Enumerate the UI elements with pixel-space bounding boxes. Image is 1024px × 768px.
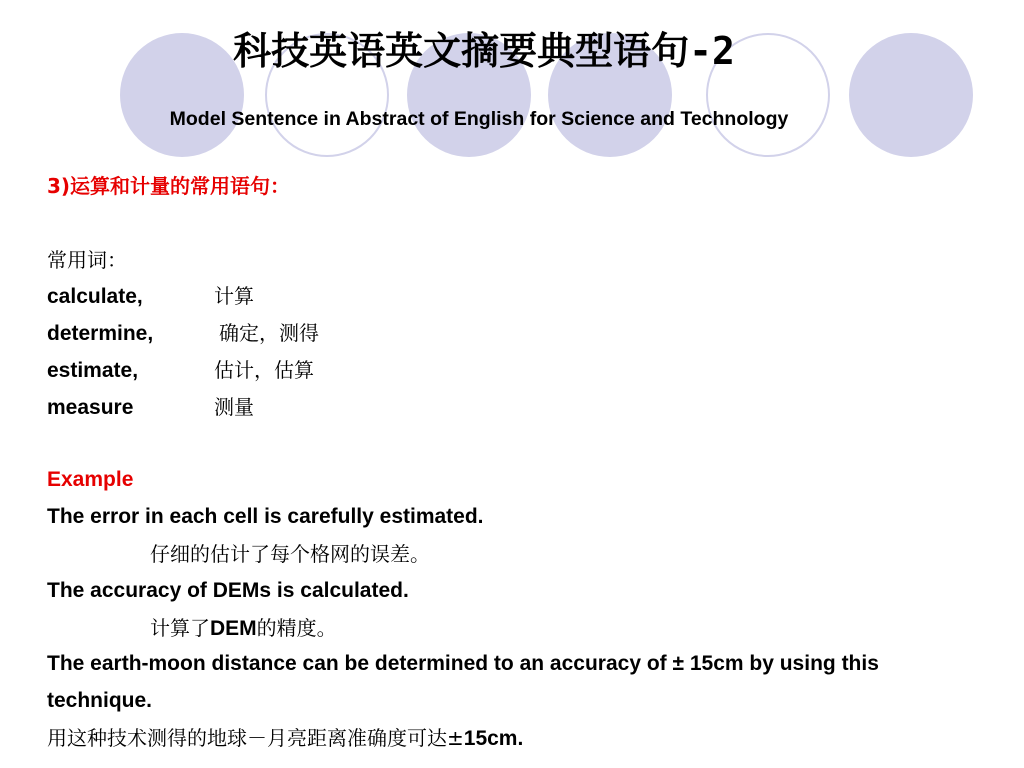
example-chinese xyxy=(47,720,987,757)
slide-body xyxy=(47,168,987,757)
vocab-meaning: 估计，估算 xyxy=(214,357,314,382)
example-chinese-part: 15cm. xyxy=(463,726,524,750)
vocab-meaning: 测量 xyxy=(214,394,254,419)
example-english: The accuracy of DEMs is calculated. xyxy=(47,578,409,602)
example-chinese-part: 用这种技术测得的地球－月亮距离准确度可达± xyxy=(47,725,464,750)
example-chinese-part: 的精度。 xyxy=(256,615,337,640)
blank-line xyxy=(47,426,987,463)
vocab-term: measure xyxy=(47,395,134,419)
vocab-row xyxy=(47,389,987,426)
example-chinese-part: DEM xyxy=(210,616,257,640)
vocab-row xyxy=(47,315,987,352)
example-chinese xyxy=(47,610,987,647)
slide-title: 科技英语英文摘要典型语句-2 xyxy=(233,29,735,73)
vocab-row xyxy=(47,278,987,315)
vocab-term: determine, xyxy=(47,322,154,346)
vocab-meaning: 确定，测得 xyxy=(219,321,319,346)
vocab-row xyxy=(47,352,987,389)
example-chinese: 仔细的估计了每个格网的误差。 xyxy=(150,541,430,566)
example-label: Example xyxy=(47,468,134,492)
section-heading: 3)运算和计量的常用语句： xyxy=(47,174,291,198)
example-chinese-part: 计算了 xyxy=(150,615,210,640)
vocab-meaning: 计算 xyxy=(214,284,254,309)
vocab-label: 常用词： xyxy=(47,247,127,272)
vocab-term: estimate, xyxy=(47,358,139,382)
vocab-term: calculate, xyxy=(47,285,143,309)
blank-line xyxy=(47,205,987,242)
slide-subtitle: Model Sentence in Abstract of English for Science and Technology xyxy=(169,108,789,130)
example-english: The error in each cell is carefully estimated. xyxy=(47,505,484,529)
example-english: The earth-moon distance can be determined to an accuracy of ± 15cm by using this technique. xyxy=(47,652,879,713)
